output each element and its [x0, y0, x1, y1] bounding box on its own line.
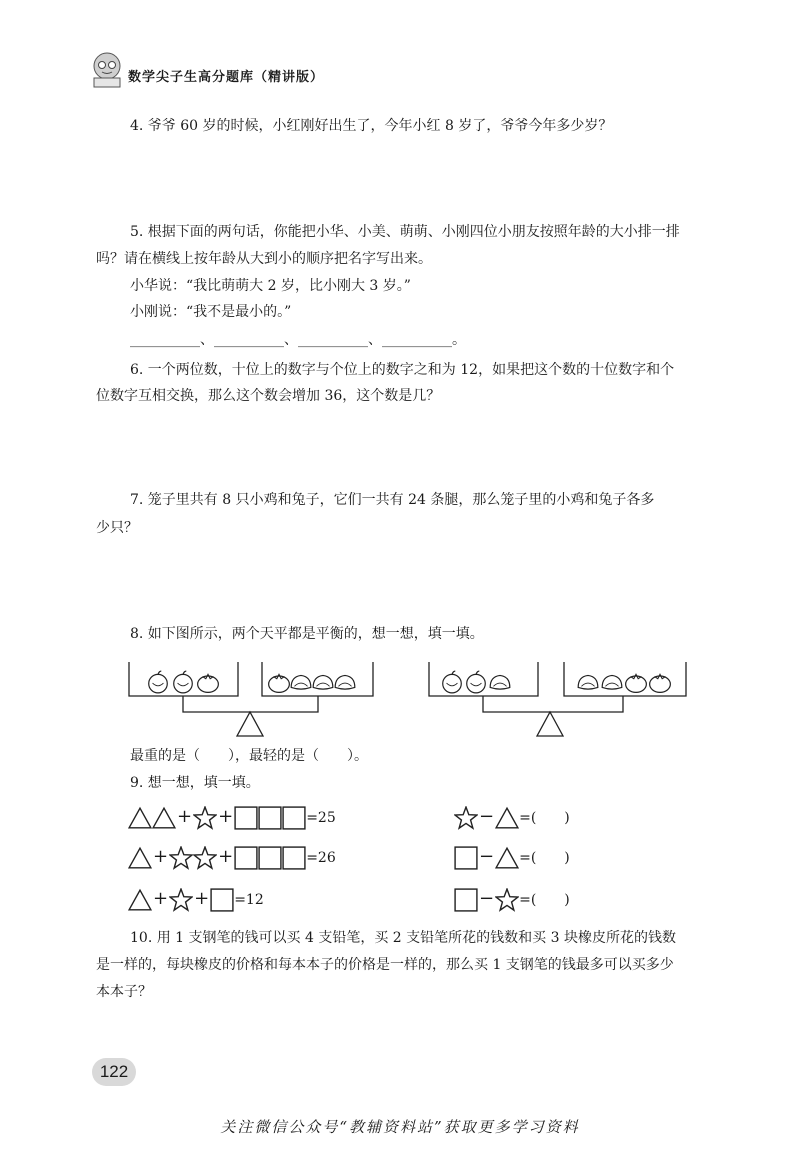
equation-2-result: =26	[306, 850, 336, 866]
peach-icon	[335, 675, 355, 689]
square-icon	[210, 888, 234, 912]
mascot-logo	[88, 50, 126, 90]
problem-5-quote-1: 小华说：“我比萌萌大 2 岁，比小刚大 3 岁。”	[130, 278, 411, 294]
answer-square-minus-triangle[interactable]: − =( )	[454, 846, 570, 870]
triangle-icon	[128, 846, 152, 870]
star-icon	[495, 888, 519, 912]
tomato-icon	[650, 674, 671, 692]
problem-6-line-1: 6. 一个两位数，十位上的数字与个位上的数字之和为 12，如果把这个数的十位数字和个	[130, 362, 675, 378]
problem-5-answer-blanks[interactable]: __________、__________、__________、__________。	[130, 332, 466, 348]
peach-icon	[602, 675, 622, 689]
apple-icon	[174, 671, 193, 693]
square-icon	[282, 806, 306, 830]
star-icon	[193, 806, 217, 830]
equation-3: + + =12	[128, 888, 264, 912]
answer-1-blank[interactable]: =( )	[519, 810, 570, 826]
answer-star-minus-triangle[interactable]: − =( )	[454, 806, 570, 830]
peach-icon	[490, 675, 510, 689]
problem-6-line-2: 位数字互相交换，那么这个数会增加 36，这个数是几？	[96, 388, 441, 404]
problem-8: 8. 如下图所示，两个天平都是平衡的，想一想，填一填。	[130, 626, 484, 642]
problem-5-line-1: 5. 根据下面的两句话，你能把小华、小美、萌萌、小刚四位小朋友按照年龄的大小排一排	[130, 224, 680, 240]
balance-scale-1	[126, 660, 396, 740]
equation-1-result: =25	[306, 810, 336, 826]
problem-10-line-3: 本本子？	[96, 984, 152, 1000]
answer-square-minus-star[interactable]: − =( )	[454, 888, 570, 912]
equation-1: + + =25	[128, 806, 336, 830]
page-number: 122	[92, 1058, 136, 1086]
problem-7-line-2: 少只？	[96, 520, 138, 536]
triangle-icon	[152, 806, 176, 830]
answer-3-blank[interactable]: =( )	[519, 892, 570, 908]
problem-5-quote-2: 小刚说：“我不是最小的。”	[130, 304, 292, 320]
peach-icon	[578, 675, 598, 689]
square-icon	[258, 806, 282, 830]
square-icon	[234, 846, 258, 870]
star-icon	[169, 846, 193, 870]
square-icon	[282, 846, 306, 870]
footer-note: 关注微信公众号“教辅资料站”获取更多学习资料	[220, 1118, 580, 1136]
balance-scale-2	[426, 660, 696, 740]
book-title: 数学尖子生高分题库（精讲版）	[128, 70, 325, 85]
square-icon	[454, 888, 478, 912]
triangle-icon	[128, 806, 152, 830]
problem-8-answer[interactable]: 最重的是（ ），最轻的是（ ）。	[130, 748, 368, 764]
answer-2-blank[interactable]: =( )	[519, 850, 570, 866]
problem-10-line-2: 是一样的，每块橡皮的价格和每本本子的价格是一样的，那么买 1 支钢笔的钱最多可以买多少	[96, 957, 674, 973]
problem-5-line-2: 吗？请在横线上按年龄从大到小的顺序把名字写出来。	[96, 251, 432, 267]
square-icon	[454, 846, 478, 870]
triangle-icon	[495, 806, 519, 830]
tomato-icon	[626, 674, 647, 692]
apple-icon	[443, 671, 462, 693]
problem-9: 9. 想一想，填一填。	[130, 775, 260, 791]
tomato-icon	[198, 674, 219, 692]
square-icon	[234, 806, 258, 830]
apple-icon	[149, 671, 168, 693]
star-icon	[454, 806, 478, 830]
triangle-icon	[128, 888, 152, 912]
triangle-icon	[495, 846, 519, 870]
problem-7-line-1: 7. 笼子里共有 8 只小鸡和兔子，它们一共有 24 条腿，那么笼子里的小鸡和兔子各多	[130, 492, 655, 508]
star-icon	[169, 888, 193, 912]
tomato-icon	[269, 674, 290, 692]
star-icon	[193, 846, 217, 870]
problem-4: 4. 爷爷 60 岁的时候，小红刚好出生了，今年小红 8 岁了，爷爷今年多少岁？	[130, 118, 613, 134]
equation-3-result: =12	[234, 892, 264, 908]
peach-icon	[291, 675, 311, 689]
apple-icon	[467, 671, 486, 693]
equation-2: + + =26	[128, 846, 336, 870]
square-icon	[258, 846, 282, 870]
peach-icon	[313, 675, 333, 689]
problem-10-line-1: 10. 用 1 支钢笔的钱可以买 4 支铅笔，买 2 支铅笔所花的钱数和买 3 块橡皮所花的钱数	[130, 930, 676, 946]
